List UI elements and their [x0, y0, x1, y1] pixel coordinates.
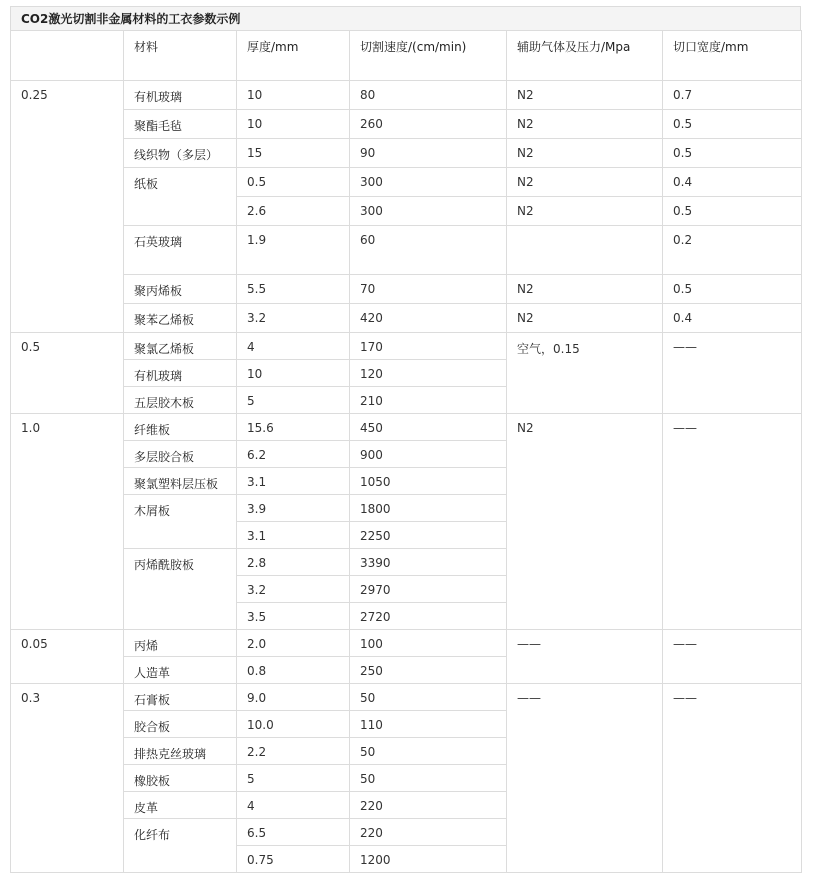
- gas-cell: N2: [507, 139, 663, 168]
- thickness-cell: 6.5: [237, 819, 350, 846]
- table-row: [11, 168, 802, 197]
- speed-cell: 220: [350, 792, 507, 819]
- thickness-cell: 2.2: [237, 738, 350, 765]
- gas-cell: N2: [507, 304, 663, 333]
- speed-cell: 90: [350, 139, 507, 168]
- header-row: [11, 31, 802, 81]
- material-cell: 丙烯酰胺板: [124, 549, 237, 630]
- gas-cell: N2: [507, 414, 663, 630]
- thickness-cell: 0.75: [237, 846, 350, 873]
- speed-cell: 300: [350, 197, 507, 226]
- thickness-cell: 15: [237, 139, 350, 168]
- speed-cell: 2970: [350, 576, 507, 603]
- table-row: [11, 684, 802, 711]
- material-cell: 有机玻璃: [124, 360, 237, 387]
- speed-cell: 100: [350, 630, 507, 657]
- speed-cell: 260: [350, 110, 507, 139]
- thickness-cell: 0.5: [237, 168, 350, 197]
- table-body: [11, 31, 802, 873]
- thickness-cell: 6.2: [237, 441, 350, 468]
- kerf-width-cell: 0.4: [663, 168, 802, 197]
- speed-cell: 2250: [350, 522, 507, 549]
- speed-cell: 50: [350, 738, 507, 765]
- kerf-width-cell: 0.7: [663, 81, 802, 110]
- material-cell: 有机玻璃: [124, 81, 237, 110]
- material-cell: 五层胶木板: [124, 387, 237, 414]
- kerf-width-cell: 0.5: [663, 139, 802, 168]
- table-row: [11, 139, 802, 168]
- speed-cell: 170: [350, 333, 507, 360]
- speed-cell: 1800: [350, 495, 507, 522]
- speed-cell: 250: [350, 657, 507, 684]
- thickness-cell: 3.1: [237, 522, 350, 549]
- thickness-cell: 4: [237, 333, 350, 360]
- thickness-cell: 3.2: [237, 304, 350, 333]
- material-cell: 人造革: [124, 657, 237, 684]
- gas-cell: N2: [507, 275, 663, 304]
- kerf-width-cell: 0.5: [663, 197, 802, 226]
- thickness-cell: 5: [237, 765, 350, 792]
- material-cell: 聚丙烯板: [124, 275, 237, 304]
- speed-cell: 450: [350, 414, 507, 441]
- speed-cell: 3390: [350, 549, 507, 576]
- thickness-cell: 10: [237, 110, 350, 139]
- speed-cell: 900: [350, 441, 507, 468]
- speed-cell: 50: [350, 765, 507, 792]
- kerf-width-cell: ——: [663, 333, 802, 414]
- table-row: [11, 414, 802, 441]
- speed-cell: 120: [350, 360, 507, 387]
- speed-cell: 420: [350, 304, 507, 333]
- thickness-cell: 3.9: [237, 495, 350, 522]
- speed-cell: 210: [350, 387, 507, 414]
- table-row: [11, 81, 802, 110]
- gas-cell: N2: [507, 81, 663, 110]
- material-cell: 木屑板: [124, 495, 237, 549]
- material-cell: 橡胶板: [124, 765, 237, 792]
- gas-cell: 空气，0.15: [507, 333, 663, 414]
- header-cell-thickness: 厚度/mm: [237, 31, 350, 81]
- header-cell-speed: 切割速度/(cm/min): [350, 31, 507, 81]
- gas-cell: N2: [507, 110, 663, 139]
- table-row: [11, 304, 802, 333]
- thickness-cell: 1.9: [237, 226, 350, 275]
- thickness-cell: 5: [237, 387, 350, 414]
- material-cell: 纸板: [124, 168, 237, 226]
- thickness-cell: 2.0: [237, 630, 350, 657]
- kerf-width-cell: 0.5: [663, 110, 802, 139]
- speed-cell: 70: [350, 275, 507, 304]
- material-cell: 纤维板: [124, 414, 237, 441]
- thickness-cell: 9.0: [237, 684, 350, 711]
- thickness-cell: 0.8: [237, 657, 350, 684]
- header-cell-gas: 辅助气体及压力/Mpa: [507, 31, 663, 81]
- speed-cell: 50: [350, 684, 507, 711]
- thickness-cell: 10: [237, 360, 350, 387]
- kerf-width-cell: ——: [663, 630, 802, 684]
- material-cell: 多层胶合板: [124, 441, 237, 468]
- speed-cell: 1200: [350, 846, 507, 873]
- material-cell: 聚酯毛毡: [124, 110, 237, 139]
- kerf-width-cell: 0.2: [663, 226, 802, 275]
- kerf-width-cell: ——: [663, 414, 802, 630]
- table-row: [11, 630, 802, 657]
- thickness-cell: 15.6: [237, 414, 350, 441]
- kerf-width-cell: ——: [663, 684, 802, 873]
- speed-cell: 80: [350, 81, 507, 110]
- thickness-cell: 3.1: [237, 468, 350, 495]
- thickness-cell: 2.8: [237, 549, 350, 576]
- table-row: [11, 333, 802, 360]
- gas-cell: N2: [507, 197, 663, 226]
- speed-cell: 1050: [350, 468, 507, 495]
- material-cell: 聚氯乙烯板: [124, 333, 237, 360]
- speed-cell: 300: [350, 168, 507, 197]
- header-cell-power: [11, 31, 124, 81]
- power-cell: 0.3: [11, 684, 124, 873]
- speed-cell: 220: [350, 819, 507, 846]
- material-cell: 胶合板: [124, 711, 237, 738]
- material-cell: 化纤布: [124, 819, 237, 873]
- table-row: [11, 226, 802, 275]
- power-cell: 0.25: [11, 81, 124, 333]
- header-cell-kerf-width: 切口宽度/mm: [663, 31, 802, 81]
- gas-cell: N2: [507, 168, 663, 197]
- thickness-cell: 10: [237, 81, 350, 110]
- parameter-table: [10, 30, 802, 873]
- thickness-cell: 10.0: [237, 711, 350, 738]
- thickness-cell: 3.2: [237, 576, 350, 603]
- gas-cell: ——: [507, 684, 663, 873]
- speed-cell: 2720: [350, 603, 507, 630]
- table-row: [11, 110, 802, 139]
- parameter-table-container: [10, 6, 801, 873]
- thickness-cell: 5.5: [237, 275, 350, 304]
- material-cell: 排热克丝玻璃: [124, 738, 237, 765]
- table-row: [11, 275, 802, 304]
- speed-cell: 110: [350, 711, 507, 738]
- material-cell: 线织物（多层）: [124, 139, 237, 168]
- kerf-width-cell: 0.5: [663, 275, 802, 304]
- thickness-cell: 3.5: [237, 603, 350, 630]
- material-cell: 聚苯乙烯板: [124, 304, 237, 333]
- gas-cell: [507, 226, 663, 275]
- material-cell: 皮革: [124, 792, 237, 819]
- material-cell: 石英玻璃: [124, 226, 237, 275]
- power-cell: 0.5: [11, 333, 124, 414]
- material-cell: 聚氯塑料层压板: [124, 468, 237, 495]
- power-cell: 0.05: [11, 630, 124, 684]
- power-cell: 1.0: [11, 414, 124, 630]
- table-caption: CO2激光切割非金属材料的工衣参数示例: [10, 6, 801, 30]
- material-cell: 石膏板: [124, 684, 237, 711]
- material-cell: 丙烯: [124, 630, 237, 657]
- header-cell-material: 材料: [124, 31, 237, 81]
- speed-cell: 60: [350, 226, 507, 275]
- gas-cell: ——: [507, 630, 663, 684]
- kerf-width-cell: 0.4: [663, 304, 802, 333]
- thickness-cell: 4: [237, 792, 350, 819]
- thickness-cell: 2.6: [237, 197, 350, 226]
